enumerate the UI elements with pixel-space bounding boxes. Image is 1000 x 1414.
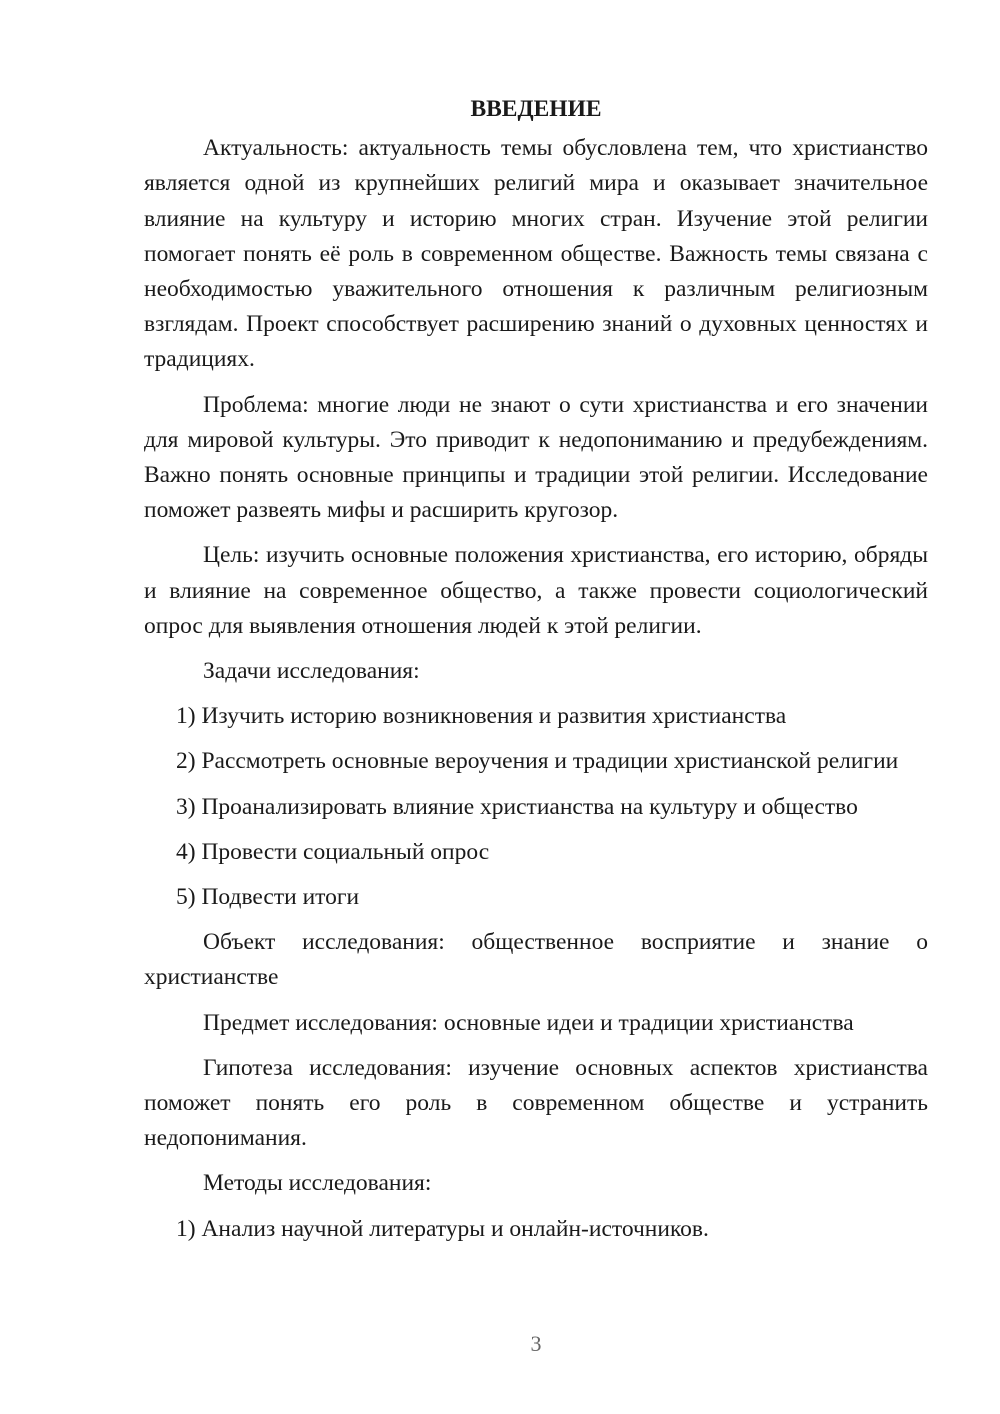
problem-paragraph: Проблема: многие люди не знают о сути христианства и его значении для мировой культуры. Это приводит к недопониманию и предубеждениям. Важно понять основные принципы и традиции этой религии. Исследование поможет развеять мифы и расширить кругозор. (144, 391, 928, 524)
task-item: 3) Проанализировать влияние христианства на культуру и общество (176, 793, 858, 820)
task-item: 4) Провести социальный опрос (176, 838, 490, 865)
goal-paragraph: Цель: изучить основные положения христианства, его историю, обряды и влияние на современное общество, а также провести социологический опрос для выявления отношения людей к этой религии. (144, 542, 928, 639)
task-item: 1) Изучить историю возникновения и развития христианства (176, 703, 787, 730)
page-title: ВВЕДЕНИЕ (470, 96, 602, 122)
hypothesis-paragraph: Гипотеза исследования: изучение основных аспектов христианства поможет понять его роль в современном обществе и устранить недопонимания. (144, 1054, 928, 1152)
task-item: 5) Подвести итоги (176, 884, 360, 911)
document-body (144, 92, 928, 1257)
subject-paragraph: Предмет исследования: основные идеи и традиции христианства (203, 1009, 854, 1036)
page-number: 3 (530, 1331, 542, 1356)
object-paragraph: Объект исследования: общественное восприятие и знание о христианстве (144, 929, 928, 991)
tasks-heading: Задачи исследования: (203, 658, 420, 685)
method-item: 1) Анализ научной литературы и онлайн-источников. (176, 1215, 709, 1242)
relevance-paragraph: Актуальность: актуальность темы обусловлена тем, что христианство является одной из крупнейших религий мира и оказывает значительное влияние на культуру и историю многих стран. Изучение этой религии помогает понять её роль в современном обществе. Важность темы связана с необходимостью уважительного отношения к различным религиозным взглядам. Проект способствует расширению знаний о духовных ценностях и традициях. (144, 135, 928, 373)
task-item: 2) Рассмотреть основные вероучения и традиции христианской религии (176, 748, 899, 775)
methods-heading: Методы исследования: (203, 1170, 432, 1197)
